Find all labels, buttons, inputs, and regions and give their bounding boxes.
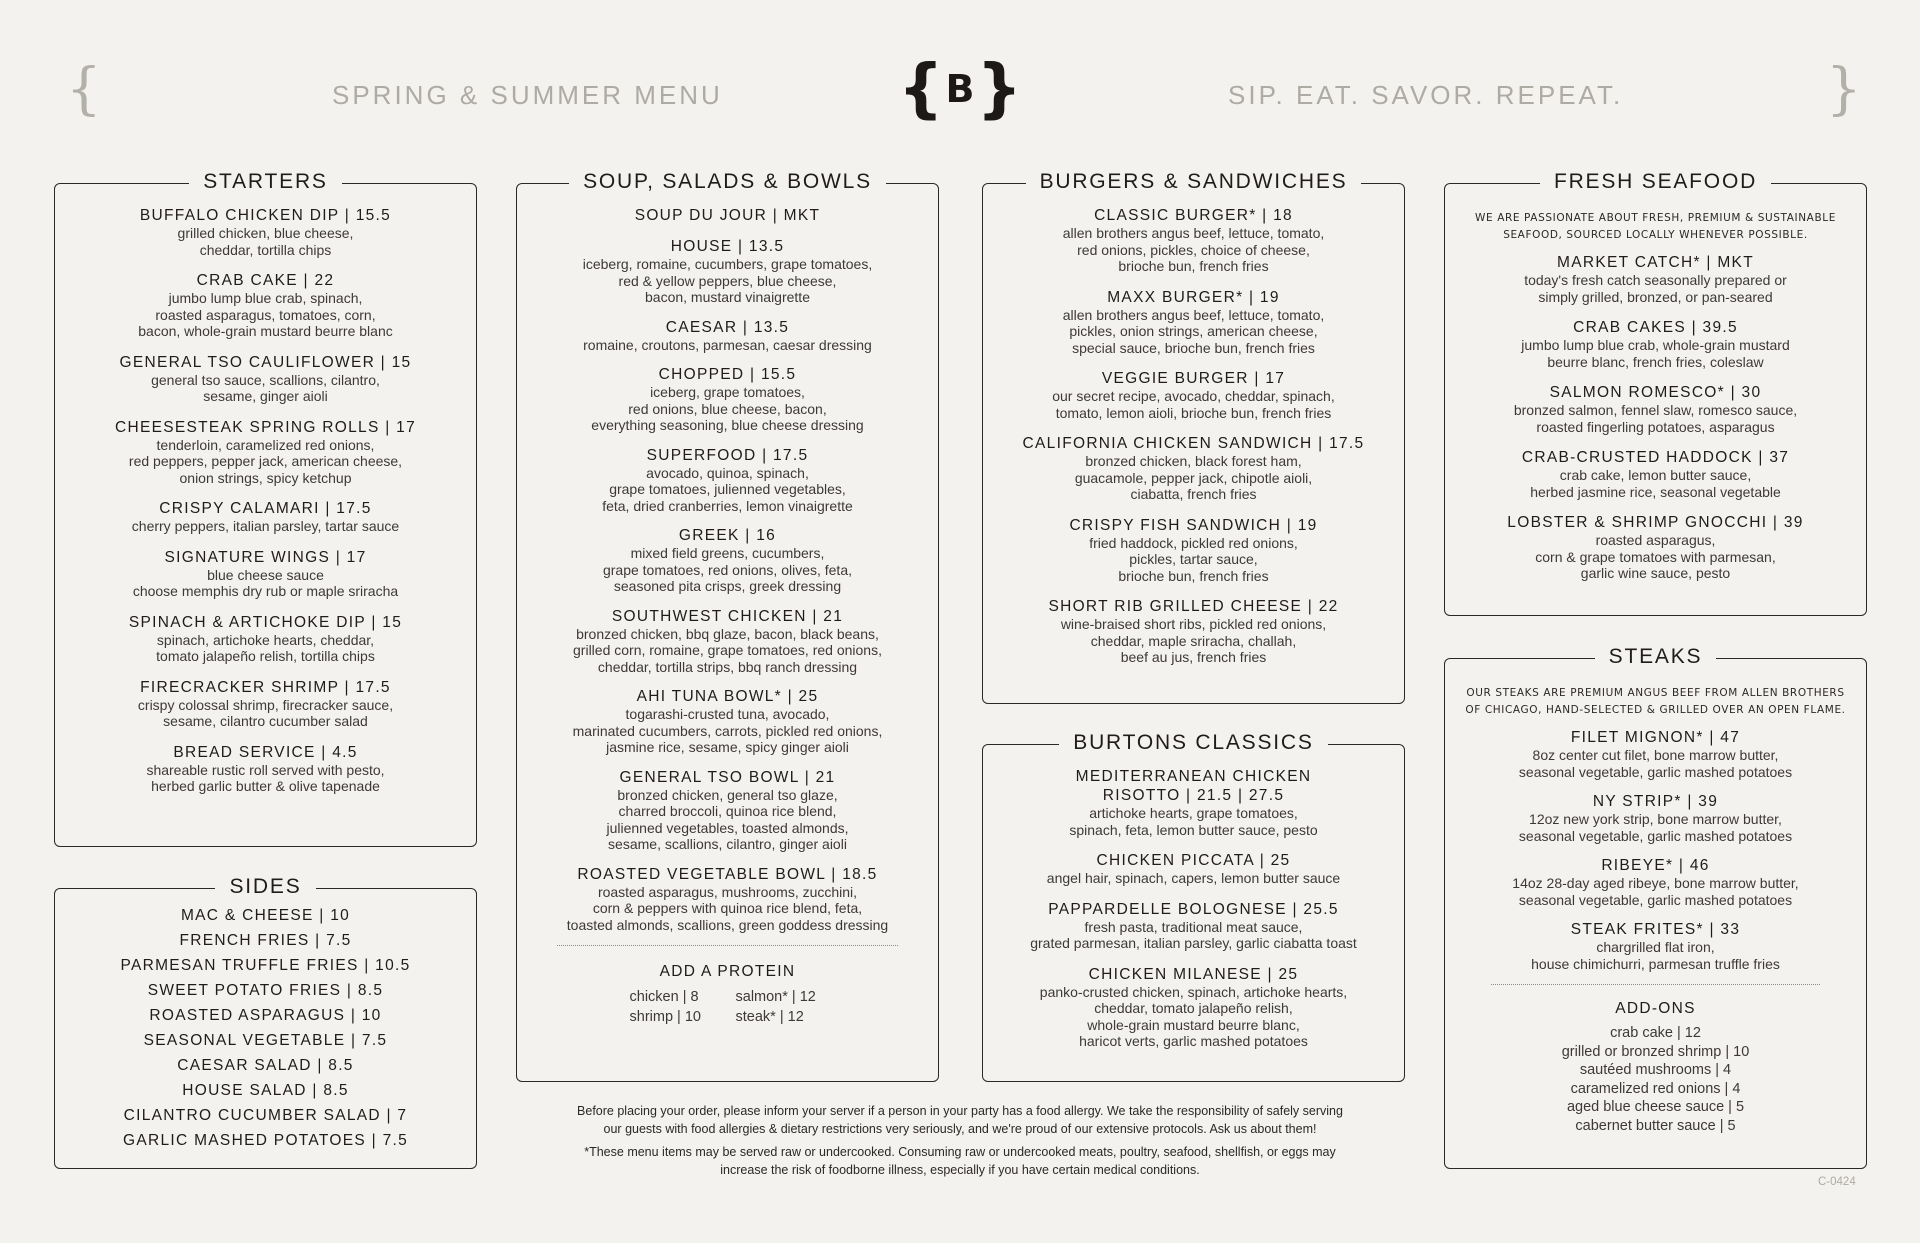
menu-item bbox=[1445, 856, 1866, 908]
menu-item-name: FIRECRACKER SHRIMP | 17.5 bbox=[140, 678, 391, 696]
menu-item-description: bronzed chicken, general tso glaze, charred broccoli, quinoa rice blend, julienned vegetables, toasted almonds, sesame, scallions, cilantro, ginger aioli bbox=[606, 786, 849, 852]
menu-item-description: 14oz 28-day aged ribeye, bone marrow butter, seasonal vegetable, garlic mashed potatoes bbox=[1512, 875, 1799, 908]
sides-list bbox=[55, 889, 476, 1153]
menu-item-description: bronzed chicken, bbq glaze, bacon, black beans, grilled corn, romaine, grape tomatoes, red onions, cheddar, tortilla strips, bbq ranch dressing bbox=[573, 625, 882, 675]
menu-item bbox=[983, 900, 1404, 952]
menu-item-name: SHORT RIB GRILLED CHEESE | 22 bbox=[1048, 598, 1339, 615]
menu-item-description: roasted asparagus, corn & grape tomatoes with parmesan, garlic wine sauce, pesto bbox=[1535, 532, 1776, 581]
menu-item bbox=[1445, 920, 1866, 972]
steaks-note: OUR STEAKS ARE PREMIUM ANGUS BEEF FROM ALLEN BROTHERS OF CHICAGO, HAND-SELECTED & GRILLED OVER AN OPEN FLAME. bbox=[1465, 687, 1846, 716]
menu-item bbox=[1445, 792, 1866, 844]
menu-item-name: MAXX BURGER* | 19 bbox=[1107, 288, 1280, 306]
menu-item bbox=[1445, 513, 1866, 582]
addon-item: cabernet butter sauce | 5 bbox=[1575, 1117, 1736, 1134]
menu-item-name: ROASTED VEGETABLE BOWL | 18.5 bbox=[577, 865, 878, 883]
menu-item-name: SPINACH & ARTICHOKE DIP | 15 bbox=[128, 613, 403, 631]
seafood-note: WE ARE PASSIONATE ABOUT FRESH, PREMIUM & SUSTAINABLE SEAFOOD, SOURCED LOCALLY WHENEVER POSSIBLE. bbox=[1475, 212, 1836, 241]
menu-item bbox=[55, 418, 476, 487]
menu-item-name: CRISPY FISH SANDWICH | 19 bbox=[1069, 516, 1318, 534]
menu-item-name: CHICKEN PICCATA | 25 bbox=[1096, 852, 1291, 869]
menu-item-description: wine-braised short ribs, pickled red onions, cheddar, maple sriracha, challah, beef au jus, french fries bbox=[1060, 616, 1327, 665]
menu-item-name: NY STRIP* | 39 bbox=[1592, 793, 1719, 810]
menu-item bbox=[983, 369, 1404, 421]
menu-item bbox=[517, 446, 938, 515]
menu-item bbox=[983, 965, 1404, 1050]
menu-item bbox=[517, 687, 938, 756]
menu-item-description: fresh pasta, traditional meat sauce, grated parmesan, italian parsley, garlic ciabatta toast bbox=[1030, 918, 1357, 951]
menu-item bbox=[517, 318, 938, 354]
seafood-list bbox=[1445, 253, 1866, 582]
menu-item bbox=[983, 206, 1404, 275]
menu-item-description: mixed field greens, cucumbers, grape tomatoes, red onions, olives, feta, seasoned pita crisps, greek dressing bbox=[602, 545, 853, 594]
menu-item-name: PAPPARDELLE BOLOGNESE | 25.5 bbox=[1048, 900, 1339, 918]
classics-list bbox=[983, 745, 1404, 1050]
menu-item bbox=[517, 768, 938, 853]
menu-item-name: GENERAL TSO CAULIFLOWER | 15 bbox=[119, 353, 412, 371]
burgers-list bbox=[983, 184, 1404, 666]
menu-item bbox=[517, 865, 938, 934]
menu-item-description: bronzed chicken, black forest ham, guacamole, pepper jack, chipotle aioli, ciabatta, french fries bbox=[1074, 453, 1313, 502]
steaks-title: STEAKS bbox=[1595, 645, 1717, 668]
menu-item-name: BUFFALO CHICKEN DIP | 15.5 bbox=[139, 207, 392, 224]
menu-item-name: LOBSTER & SHRIMP GNOCCHI | 39 bbox=[1507, 514, 1804, 531]
menu-item-name: BREAD SERVICE | 4.5 bbox=[173, 743, 358, 761]
soups-salads-bowls-section bbox=[516, 170, 939, 1082]
menu-item-name: CLASSIC BURGER* | 18 bbox=[1094, 207, 1293, 224]
menu-item bbox=[983, 851, 1404, 887]
menu-item bbox=[1445, 728, 1866, 780]
menu-item-name: SALMON ROMESCO* | 30 bbox=[1549, 384, 1762, 401]
menu-item bbox=[1445, 253, 1866, 305]
menu-item-description: iceberg, grape tomatoes, red onions, blue cheese, bacon, everything seasoning, blue cheese dressing bbox=[591, 384, 864, 433]
menu-item-name: SOUP DU JOUR | MKT bbox=[634, 207, 821, 224]
menu-item-description: allen brothers angus beef, lettuce, tomato, pickles, onion strings, american cheese, special sauce, brioche bun, french fries bbox=[1062, 306, 1325, 356]
menu-item bbox=[983, 288, 1404, 357]
menu-item-name: CAESAR | 13.5 bbox=[665, 318, 790, 336]
menu-item-description: roasted asparagus, mushrooms, zucchini, corn & peppers with quinoa rice blend, feta, toasted almonds, scallions, green goddess dressing bbox=[566, 883, 889, 933]
soups-title: SOUP, SALADS & BOWLS bbox=[569, 170, 886, 193]
side-item: CILANTRO CUCUMBER SALAD | 7 bbox=[123, 1107, 408, 1124]
header-season-title: SPRING & SUMMER MENU bbox=[332, 80, 723, 110]
menu-item-description: jumbo lump blue crab, whole-grain mustard beurre blanc, french fries, coleslaw bbox=[1521, 337, 1790, 370]
menu-item-name: HOUSE | 13.5 bbox=[670, 238, 785, 255]
menu-item bbox=[983, 597, 1404, 666]
menu-item-description: crispy colossal shrimp, firecracker sauce, sesame, cilantro cucumber salad bbox=[137, 696, 394, 729]
menu-item bbox=[55, 206, 476, 258]
menu-item-description: grilled chicken, blue cheese, cheddar, tortilla chips bbox=[177, 225, 354, 258]
addons-list bbox=[1445, 1024, 1866, 1135]
protein-option: steak* | 12 bbox=[735, 1009, 804, 1025]
menu-item-name: CHEESESTEAK SPRING ROLLS | 17 bbox=[114, 418, 416, 436]
protein-option: chicken | 8 bbox=[629, 989, 699, 1005]
menu-item-description: 8oz center cut filet, bone marrow butter, seasonal vegetable, garlic mashed potatoes bbox=[1518, 747, 1793, 780]
header-right-bracket: } bbox=[1826, 57, 1862, 122]
menu-item-name: CHOPPED | 15.5 bbox=[658, 366, 797, 383]
addons-divider bbox=[1491, 984, 1820, 985]
menu-item-name: GREEK | 16 bbox=[678, 527, 777, 544]
starters-section bbox=[54, 170, 477, 847]
side-item: SWEET POTATO FRIES | 8.5 bbox=[147, 982, 384, 999]
seafood-title: FRESH SEAFOOD bbox=[1540, 170, 1771, 193]
menu-item bbox=[55, 613, 476, 665]
menu-item-description: blue cheese sauce choose memphis dry rub or maple sriracha bbox=[132, 566, 399, 599]
addon-item: aged blue cheese sauce | 5 bbox=[1566, 1099, 1745, 1115]
side-item: FRENCH FRIES | 7.5 bbox=[179, 932, 352, 949]
menu-item bbox=[55, 499, 476, 535]
sides-title: SIDES bbox=[215, 875, 315, 898]
menu-item-description: chargrilled flat iron, house chimichurri, parmesan truffle fries bbox=[1531, 939, 1780, 972]
logo-right-brace: } bbox=[976, 52, 1023, 126]
menu-item bbox=[55, 678, 476, 730]
logo-letter: B bbox=[945, 67, 975, 111]
addons-title: ADD-ONS bbox=[1615, 1000, 1696, 1017]
raw-food-notice: *These menu items may be served raw or undercooked. Consuming raw or undercooked meats, poultry, seafood, shellfish, or eggs may increase the risk of foodborne illness, especially if you have certain medical conditions. bbox=[584, 1145, 1336, 1177]
menu-item bbox=[517, 365, 938, 434]
burgers-sandwiches-section bbox=[982, 170, 1405, 704]
menu-item-name: AHI TUNA BOWL* | 25 bbox=[636, 688, 819, 705]
menu-item bbox=[55, 271, 476, 340]
starters-title: STARTERS bbox=[189, 170, 341, 193]
menu-item-description: today's fresh catch seasonally prepared or simply grilled, bronzed, or pan-seared bbox=[1524, 272, 1787, 305]
menu-item bbox=[1445, 448, 1866, 500]
menu-item bbox=[517, 206, 938, 225]
menu-item-description: panko-crusted chicken, spinach, artichoke hearts, cheddar, tomato jalapeño relish, whole-grain mustard beurre blanc, haricot verts, garlic mashed potatoes bbox=[1039, 983, 1348, 1049]
menu-item bbox=[55, 353, 476, 405]
menu-item bbox=[517, 607, 938, 676]
menu-item bbox=[983, 516, 1404, 585]
menu-item bbox=[517, 237, 938, 306]
addon-item: sautéed mushrooms | 4 bbox=[1579, 1062, 1732, 1078]
menu-item bbox=[517, 526, 938, 595]
menu-item bbox=[1445, 383, 1866, 435]
side-item: HOUSE SALAD | 8.5 bbox=[182, 1082, 349, 1099]
menu-item-name: CRISPY CALAMARI | 17.5 bbox=[159, 500, 372, 517]
menu-item-description: avocado, quinoa, spinach, grape tomatoes, julienned vegetables, feta, dried cranberries, lemon vinaigrette bbox=[602, 464, 853, 514]
menu-item-description: bronzed salmon, fennel slaw, romesco sauce, roasted fingerling potatoes, asparagus bbox=[1513, 402, 1798, 435]
sides-section bbox=[54, 875, 477, 1169]
menu-item-name: VEGGIE BURGER | 17 bbox=[1101, 370, 1286, 387]
side-item: ROASTED ASPARAGUS | 10 bbox=[149, 1007, 382, 1024]
side-item: SEASONAL VEGETABLE | 7.5 bbox=[143, 1032, 388, 1049]
protein-options bbox=[608, 987, 848, 1027]
side-item: CAESAR SALAD | 8.5 bbox=[177, 1057, 354, 1074]
menu-item bbox=[983, 434, 1404, 503]
menu-item-description: artichoke hearts, grape tomatoes, spinach, feta, lemon butter sauce, pesto bbox=[1069, 805, 1318, 838]
protein-option: salmon* | 12 bbox=[735, 989, 816, 1005]
menu-item bbox=[55, 548, 476, 600]
menu-item-description: cherry peppers, italian parsley, tartar sauce bbox=[131, 518, 400, 534]
soups-list bbox=[517, 184, 938, 933]
fresh-seafood-section bbox=[1444, 170, 1867, 616]
menu-item-description: tenderloin, caramelized red onions, red peppers, pepper jack, american cheese, onion strings, spicy ketchup bbox=[128, 436, 403, 486]
menu-item-description: general tso sauce, scallions, cilantro, sesame, ginger aioli bbox=[151, 371, 380, 404]
menu-item-name: CALIFORNIA CHICKEN SANDWICH | 17.5 bbox=[1022, 435, 1365, 452]
menu-item-name: CRAB CAKE | 22 bbox=[196, 272, 335, 289]
menu-item-name: MEDITERRANEAN CHICKEN RISOTTO | 21.5 | 27.5 bbox=[1075, 768, 1312, 804]
menu-item-description: crab cake, lemon butter sauce, herbed jasmine rice, seasonal vegetable bbox=[1530, 467, 1781, 500]
classics-title: BURTONS CLASSICS bbox=[1059, 731, 1327, 754]
menu-item-name: CHICKEN MILANESE | 25 bbox=[1088, 965, 1299, 983]
menu-item bbox=[55, 743, 476, 795]
addon-item: caramelized red onions | 4 bbox=[1570, 1080, 1741, 1097]
allergy-notice: Before placing your order, please inform your server if a person in your party has a food allergy. We take the responsibility of safely serving our guests with food allergies & dietary restrictions very seriously, and we're proud of our extensive protocols. Ask us about them! bbox=[577, 1104, 1343, 1136]
burtons-classics-section bbox=[982, 731, 1405, 1082]
burgers-title: BURGERS & SANDWICHES bbox=[1026, 170, 1362, 193]
header-tagline: SIP. EAT. SAVOR. REPEAT. bbox=[1228, 80, 1624, 110]
menu-item-name: STEAK FRITES* | 33 bbox=[1570, 921, 1741, 938]
addon-item: crab cake | 12 bbox=[1610, 1025, 1701, 1041]
menu-item-name: GENERAL TSO BOWL | 21 bbox=[619, 768, 836, 786]
menu-item-description: allen brothers angus beef, lettuce, tomato, red onions, pickles, choice of cheese, brioche bun, french fries bbox=[1062, 225, 1325, 274]
menu-item-description: togarashi-crusted tuna, avocado, marinated cucumbers, carrots, pickled red onions, jasmine rice, sesame, spicy ginger aioli bbox=[572, 706, 883, 755]
menu-item-description: angel hair, spinach, capers, lemon butter sauce bbox=[1046, 870, 1341, 886]
menu-item-description: iceberg, romaine, cucumbers, grape tomatoes, red & yellow peppers, blue cheese, bacon, mustard vinaigrette bbox=[582, 256, 873, 305]
menu-item-description: romaine, croutons, parmesan, caesar dressing bbox=[583, 336, 872, 353]
steaks-list bbox=[1445, 728, 1866, 972]
menu-item-description: shareable rustic roll served with pesto, herbed garlic butter & olive tapenade bbox=[146, 761, 385, 794]
menu-item-name: SUPERFOOD | 17.5 bbox=[646, 446, 809, 464]
menu-item bbox=[983, 767, 1404, 838]
menu-item-description: fried haddock, pickled red onions, pickles, tartar sauce, brioche bun, french fries bbox=[1089, 534, 1298, 584]
logo-left-brace: { bbox=[897, 52, 944, 126]
menu-item-name: CRAB CAKES | 39.5 bbox=[1573, 319, 1738, 336]
add-protein-title: ADD A PROTEIN bbox=[659, 963, 796, 980]
menu-item-name: MARKET CATCH* | MKT bbox=[1557, 254, 1754, 271]
menu-item-name: RIBEYE* | 46 bbox=[1601, 857, 1710, 874]
menu-item-description: our secret recipe, avocado, cheddar, spinach, tomato, lemon aioli, brioche bun, french fries bbox=[1052, 388, 1335, 421]
menu-item-name: SIGNATURE WINGS | 17 bbox=[164, 548, 367, 566]
side-item: MAC & CHEESE | 10 bbox=[180, 907, 351, 924]
menu-code: C-0424 bbox=[1818, 1176, 1856, 1188]
protein-divider bbox=[557, 945, 898, 946]
menu-item-name: FILET MIGNON* | 47 bbox=[1570, 729, 1741, 746]
steaks-section bbox=[1444, 645, 1867, 1169]
menu-item-name: SOUTHWEST CHICKEN | 21 bbox=[611, 607, 844, 625]
side-item: GARLIC MASHED POTATOES | 7.5 bbox=[122, 1132, 409, 1149]
brand-logo bbox=[897, 48, 1023, 130]
addon-item: grilled or bronzed shrimp | 10 bbox=[1561, 1043, 1750, 1060]
menu-item-description: spinach, artichoke hearts, cheddar, tomato jalapeño relish, tortilla chips bbox=[156, 631, 375, 664]
side-item: PARMESAN TRUFFLE FRIES | 10.5 bbox=[120, 957, 411, 974]
header-left-bracket: { bbox=[66, 57, 102, 122]
menu-item-description: 12oz new york strip, bone marrow butter, seasonal vegetable, garlic mashed potatoes bbox=[1518, 811, 1793, 844]
menu-item bbox=[1445, 318, 1866, 370]
menu-item-name: CRAB-CRUSTED HADDOCK | 37 bbox=[1521, 449, 1790, 466]
starters-list bbox=[55, 184, 476, 795]
menu-item-description: jumbo lump blue crab, spinach, roasted asparagus, tomatoes, corn, bacon, whole-grain mustard beurre blanc bbox=[138, 290, 393, 339]
protein-option: shrimp | 10 bbox=[629, 1009, 701, 1025]
